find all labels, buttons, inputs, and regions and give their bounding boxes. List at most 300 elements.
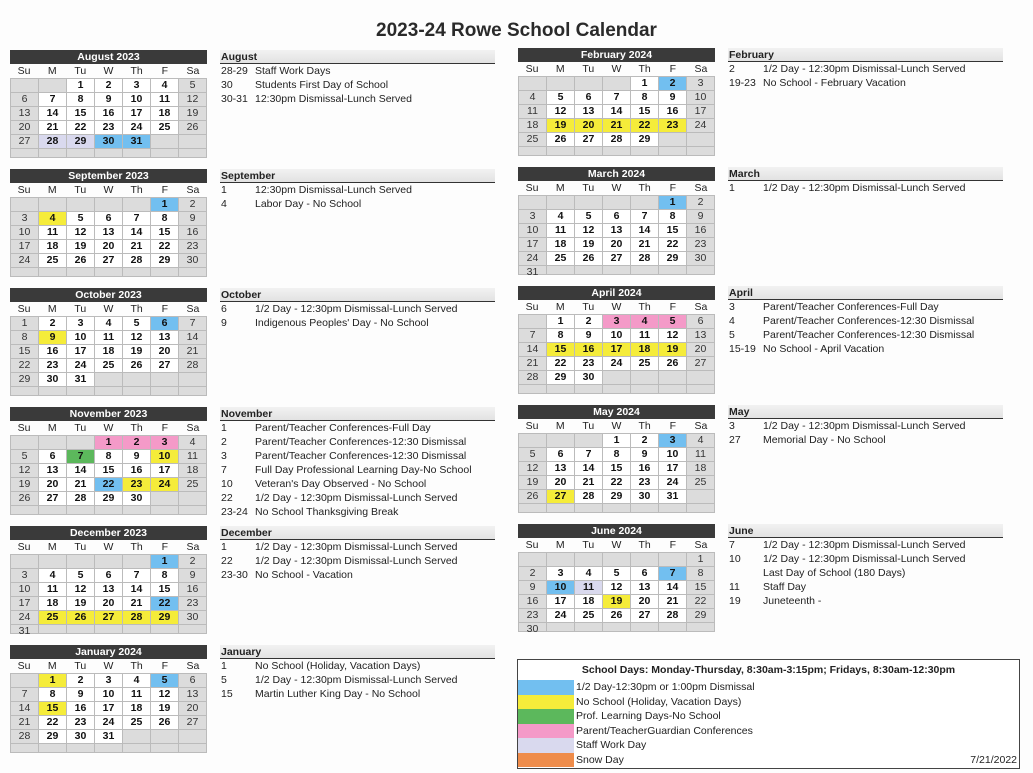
event-row [220,92,495,106]
calendar-empty-cell [687,147,715,156]
calendar-day: 22 [659,238,687,252]
event-date: 7 [221,464,227,476]
calendar-day: 24 [519,252,547,266]
event-date: 1 [729,182,735,194]
calendar-day-half-day: 31 [123,135,151,149]
event-description: 1/2 Day - 12:30pm Dismissal-Lunch Served [763,553,966,565]
legend-item-staff-work [518,738,1019,753]
calendar-day: 14 [631,224,659,238]
legend-label: Prof. Learning Days-No School [576,710,721,723]
calendar-day: 30 [687,252,715,266]
event-date: 30 [221,79,233,91]
calendar-empty-cell [631,385,659,394]
calendar-empty-cell [67,387,95,396]
calendar-grid [518,552,715,635]
calendar-day: 12 [67,226,95,240]
weekday-label: Sa [694,301,708,313]
event-description: 1/2 Day - 12:30pm Dismissal-Lunch Served [763,182,966,194]
calendar-empty-cell [687,133,715,147]
calendar-empty-cell [67,198,95,212]
calendar-empty-cell [151,506,179,515]
calendar-day: 4 [687,434,715,448]
calendar-day: 19 [67,597,95,611]
calendar-day: 31 [519,266,547,275]
calendar-day: 3 [123,79,151,93]
calendar-day: 21 [123,597,151,611]
calendar-day: 25 [95,359,123,373]
weekday-label: W [611,63,622,75]
calendar-day: 10 [603,329,631,343]
calendar-day: 7 [39,93,67,107]
calendar-day: 14 [603,105,631,119]
calendar-day: 12 [151,688,179,702]
event-row [220,449,495,463]
weekday-label: F [669,182,676,194]
calendar-empty-cell [519,77,547,91]
calendar-day: 4 [151,79,179,93]
calendar-empty-cell [519,553,547,567]
calendar-day: 6 [603,210,631,224]
weekday-header-row [518,181,715,195]
calendar-empty-cell [39,506,67,515]
weekday-label: W [103,422,114,434]
calendar-empty-cell [95,625,123,634]
event-row [220,197,495,211]
calendar-day-conference: 5 [659,315,687,329]
event-date: 4 [729,315,735,327]
calendar-day: 26 [123,359,151,373]
calendar-day: 27 [687,357,715,371]
calendar-day: 9 [519,581,547,595]
calendar-day: 22 [11,359,39,373]
events-list [728,48,1003,90]
calendar-day: 19 [123,345,151,359]
calendar-empty-cell [151,268,179,277]
events-month-title: January [220,645,495,659]
calendar-empty-cell [547,623,575,632]
calendar-day: 20 [631,595,659,609]
event-row [220,687,495,701]
calendar-empty-cell [11,436,39,450]
calendar-day: 21 [179,345,207,359]
calendar-day: 26 [67,254,95,268]
calendar-empty-cell [659,623,687,632]
calendar-day-no-school: 9 [39,331,67,345]
weekday-header-row [518,300,715,314]
calendar-day: 23 [631,476,659,490]
weekday-label: M [47,422,57,434]
event-date: 3 [729,301,735,313]
event-row [220,183,495,197]
legend-color-swatch [518,680,574,695]
calendar-day: 21 [123,240,151,254]
calendar-empty-cell [547,385,575,394]
weekday-label: Tu [74,184,87,196]
calendar-empty-cell [151,730,179,744]
calendar-day: 6 [95,212,123,226]
calendar-empty-cell [575,385,603,394]
events-month-title: June [728,524,1003,538]
calendar-day: 26 [179,121,207,135]
legend-label: 1/2 Day-12:30pm or 1:00pm Dismissal [576,681,755,694]
calendar-empty-cell [123,268,151,277]
month-block-apr-2024 [518,286,1026,404]
weekday-label: Th [130,660,143,672]
calendar-day: 30 [179,254,207,268]
event-row [220,435,495,449]
calendar-empty-cell [39,198,67,212]
calendar-day: 26 [659,357,687,371]
calendar-empty-cell [95,744,123,753]
legend-color-swatch [518,738,574,753]
calendar-day: 25 [631,357,659,371]
weekday-header-row [10,183,207,197]
weekday-label: Sa [186,541,200,553]
calendar-day-no-school: 23 [123,478,151,492]
calendar-day: 14 [519,343,547,357]
calendar-empty-cell [179,506,207,515]
calendar-day: 10 [687,91,715,105]
weekday-label: F [161,660,168,672]
weekday-label: Sa [186,422,200,434]
weekday-label: W [103,541,114,553]
month-block-jan-2024 [10,645,518,763]
events-month-title: March [728,167,1003,181]
calendar-day: 15 [11,345,39,359]
event-row [220,421,495,435]
calendar-day: 2 [687,196,715,210]
event-row [728,342,1003,356]
mini-calendar [518,286,715,394]
event-date: 5 [221,674,227,686]
event-date [728,566,763,580]
event-description: Martin Luther King Day - No School [255,688,421,700]
event-date: 9 [221,317,227,329]
calendar-month-title: August 2023 [10,50,207,64]
calendar-day: 11 [123,688,151,702]
mini-calendar [518,405,715,513]
event-row [728,181,1003,195]
calendar-day: 18 [519,119,547,133]
calendar-empty-cell [39,387,67,396]
calendar-day: 10 [123,93,151,107]
calendar-day: 13 [603,224,631,238]
calendar-day: 5 [67,569,95,583]
month-block-dec-2023 [10,526,518,644]
calendar-day: 8 [95,450,123,464]
calendar-day: 11 [179,450,207,464]
calendar-day: 16 [631,462,659,476]
calendar-grid [10,316,207,396]
event-date: 10 [729,553,741,565]
events-list [728,286,1003,356]
calendar-day: 31 [11,625,39,634]
calendar-day: 18 [575,595,603,609]
calendar-month-title: January 2024 [10,645,207,659]
mini-calendar [10,526,207,637]
calendar-empty-cell [123,730,151,744]
calendar-day: 17 [659,462,687,476]
calendar-empty-cell [123,555,151,569]
calendar-day: 30 [67,730,95,744]
calendar-month-title: October 2023 [10,288,207,302]
weekday-label: Th [130,303,143,315]
event-description: 1/2 Day - 12:30pm Dismissal-Lunch Served [255,674,458,686]
calendar-empty-cell [687,266,715,275]
calendar-day: 12 [603,581,631,595]
calendar-day: 13 [95,583,123,597]
calendar-day: 4 [575,567,603,581]
calendar-empty-cell [123,506,151,515]
calendar-day: 4 [123,674,151,688]
calendar-day: 10 [659,448,687,462]
calendar-day: 31 [67,373,95,387]
calendar-day: 3 [547,567,575,581]
calendar-day: 13 [95,226,123,240]
weekday-label: W [611,301,622,313]
calendar-empty-cell [687,385,715,394]
calendar-empty-cell [575,553,603,567]
weekday-label: Su [17,65,31,77]
weekday-label: Tu [74,422,87,434]
calendar-empty-cell [575,147,603,156]
event-date: 2 [729,63,735,75]
calendar-day: 27 [95,254,123,268]
page-title: 2023-24 Rowe School Calendar [376,20,657,41]
calendar-empty-cell [95,387,123,396]
calendar-day: 5 [123,317,151,331]
calendar-empty-cell [575,77,603,91]
calendar-day: 22 [67,121,95,135]
calendar-day: 25 [39,254,67,268]
calendar-empty-cell [151,744,179,753]
calendar-day: 6 [39,450,67,464]
calendar-day: 8 [547,329,575,343]
calendar-empty-cell [151,492,179,506]
calendar-empty-cell [179,149,207,158]
weekday-label: F [669,63,676,75]
calendar-day: 8 [687,567,715,581]
calendar-day: 8 [11,331,39,345]
month-block-oct-2023 [10,288,518,406]
calendar-day-no-school: 20 [575,119,603,133]
calendar-day: 12 [547,105,575,119]
calendar-month-title: November 2023 [10,407,207,421]
calendar-day: 7 [179,317,207,331]
calendar-day: 12 [67,583,95,597]
calendar-day: 13 [547,462,575,476]
event-date: 3 [221,450,227,462]
calendar-day: 20 [603,238,631,252]
calendar-day: 13 [687,329,715,343]
event-description: 1/2 Day - 12:30pm Dismissal-Lunch Served [255,492,458,504]
weekday-label: W [103,184,114,196]
weekday-label: Sa [186,65,200,77]
calendar-empty-cell [659,266,687,275]
calendar-empty-cell [39,625,67,634]
legend-color-swatch [518,724,574,739]
calendar-empty-cell [659,504,687,513]
event-row [220,491,495,505]
event-row [220,78,495,92]
calendar-day: 2 [631,434,659,448]
calendar-day: 16 [687,224,715,238]
calendar-day: 16 [179,583,207,597]
event-row [220,673,495,687]
weekday-label: Th [638,63,651,75]
calendar-grid [518,314,715,394]
month-block-aug-2023 [10,50,518,168]
event-description: No School (Holiday, Vacation Days) [255,660,421,672]
legend-list [518,680,1019,767]
event-row [220,302,495,316]
weekday-label: Sa [186,303,200,315]
calendar-day: 14 [575,462,603,476]
calendar-day: 2 [519,567,547,581]
event-description: Parent/Teacher Conferences-12:30 Dismissal [763,329,975,341]
calendar-empty-cell [39,149,67,158]
events-list [220,526,495,582]
calendar-day: 1 [603,434,631,448]
calendar-day: 9 [687,210,715,224]
events-list [220,50,495,106]
weekday-label: F [161,422,168,434]
weekday-label: Su [17,184,31,196]
event-row [728,594,1003,608]
mini-calendar [10,407,207,515]
calendar-day: 28 [11,730,39,744]
calendar-day-half-day: 2 [659,77,687,91]
event-description: 12:30pm Dismissal-Lunch Served [255,93,412,105]
weekday-label: Su [17,303,31,315]
calendar-day: 13 [179,688,207,702]
calendar-day-staff-work: 29 [67,135,95,149]
calendar-empty-cell [67,555,95,569]
calendar-empty-cell [547,553,575,567]
calendar-day: 24 [123,121,151,135]
calendar-day: 27 [39,492,67,506]
calendar-empty-cell [11,387,39,396]
calendar-day: 20 [151,345,179,359]
event-date: 10 [221,478,233,490]
calendar-day-no-school: 16 [575,343,603,357]
calendar-day: 11 [519,105,547,119]
calendar-day-half-day: 22 [95,478,123,492]
calendar-day: 24 [67,359,95,373]
events-month-title: April [728,286,1003,300]
weekday-label: Tu [582,301,595,313]
event-date: 15-19 [729,343,756,355]
calendar-empty-cell [123,625,151,634]
event-description: Parent/Teacher Conferences-12:30 Dismissal [255,450,467,462]
calendar-day: 7 [11,688,39,702]
calendar-day: 23 [575,357,603,371]
event-description: 1/2 Day - 12:30pm Dismissal-Lunch Served [255,541,458,553]
weekday-label: Tu [74,303,87,315]
calendar-empty-cell [11,744,39,753]
weekday-label: Sa [186,184,200,196]
calendar-day: 23 [179,597,207,611]
event-description: Parent/Teacher Conferences-12:30 Dismissal [255,436,467,448]
calendar-day-no-school: 29 [151,611,179,625]
event-row [220,477,495,491]
calendar-day: 18 [39,240,67,254]
calendar-day: 24 [687,119,715,133]
calendar-empty-cell [179,730,207,744]
legend [517,659,1020,769]
calendar-day: 16 [39,345,67,359]
calendar-day: 18 [123,702,151,716]
calendar-day: 24 [659,476,687,490]
calendar-day: 25 [547,252,575,266]
calendar-day: 22 [151,240,179,254]
calendar-empty-cell [631,266,659,275]
calendar-day: 8 [603,448,631,462]
event-row [220,64,495,78]
calendar-empty-cell [603,266,631,275]
calendar-day: 23 [179,240,207,254]
calendar-day: 12 [11,464,39,478]
calendar-day: 16 [95,107,123,121]
calendar-day: 6 [11,93,39,107]
month-block-feb-2024 [518,48,1026,166]
weekday-label: Tu [582,182,595,194]
calendar-day: 15 [659,224,687,238]
calendar-day: 9 [179,569,207,583]
weekday-label: Th [130,184,143,196]
calendar-day: 3 [11,569,39,583]
calendar-empty-cell [603,385,631,394]
calendar-day: 28 [575,490,603,504]
calendar-day-staff-work: 11 [575,581,603,595]
calendar-day: 4 [179,436,207,450]
calendar-day: 16 [659,105,687,119]
calendar-day: 11 [151,93,179,107]
weekday-label: Su [17,660,31,672]
calendar-day-staff-work: 28 [39,135,67,149]
events-list [728,167,1003,195]
event-description: Students First Day of School [255,79,389,91]
calendar-day: 18 [547,238,575,252]
weekday-label: M [47,303,57,315]
event-date: 19-23 [729,77,756,89]
calendar-empty-cell [11,674,39,688]
calendar-day-no-school: 17 [603,343,631,357]
calendar-day: 18 [687,462,715,476]
legend-item-prof-learning [518,709,1019,724]
calendar-day: 3 [67,317,95,331]
event-date: 22 [221,492,233,504]
calendar-day: 5 [519,448,547,462]
calendar-empty-cell [11,555,39,569]
calendar-day: 12 [123,331,151,345]
calendar-empty-cell [603,623,631,632]
calendar-day: 24 [547,609,575,623]
weekday-label: Th [638,301,651,313]
calendar-day-no-school: 1 [39,674,67,688]
calendar-day: 24 [11,611,39,625]
calendar-day: 29 [603,490,631,504]
calendar-day: 26 [547,133,575,147]
calendar-empty-cell [519,147,547,156]
calendar-day: 14 [11,702,39,716]
calendar-empty-cell [67,625,95,634]
calendar-day-no-school: 27 [95,611,123,625]
calendar-day: 28 [67,492,95,506]
calendar-empty-cell [11,506,39,515]
event-row [728,76,1003,90]
calendar-day: 15 [631,105,659,119]
